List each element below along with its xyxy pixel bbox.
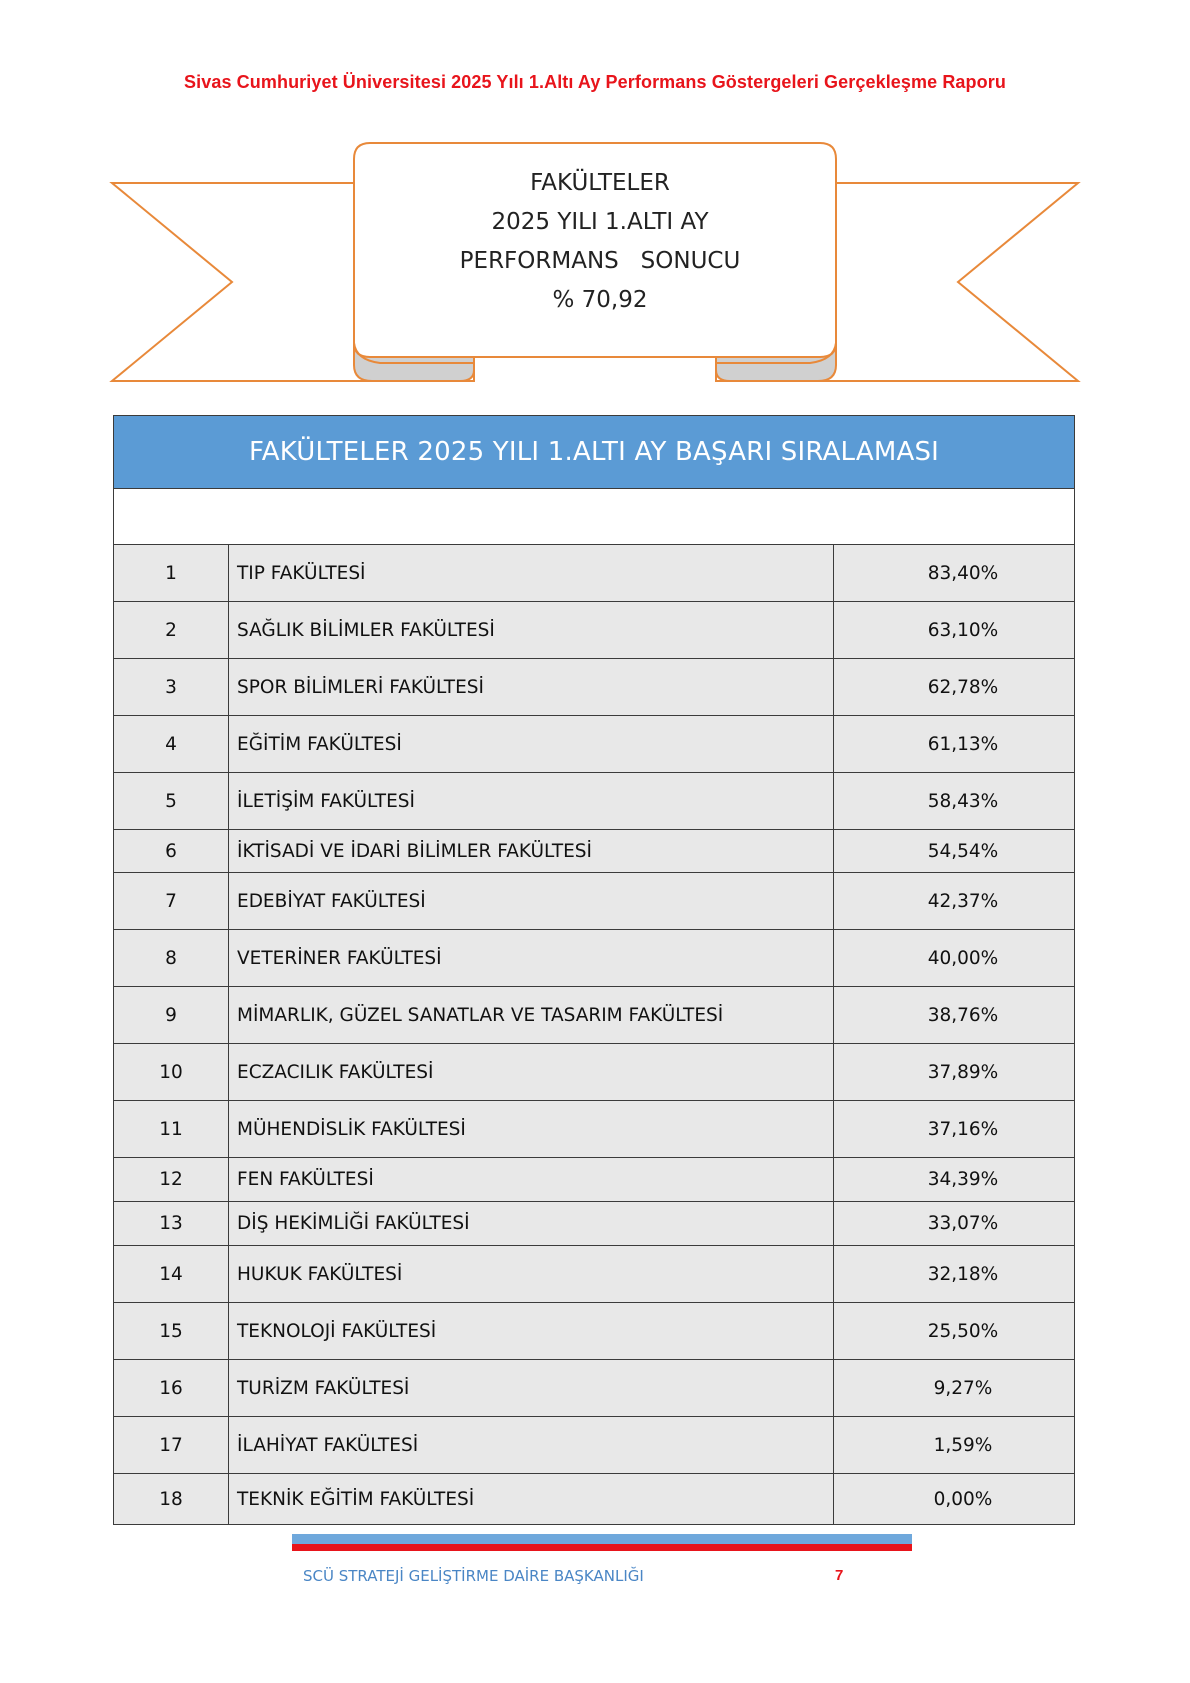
row-score: 0,00% bbox=[834, 1474, 1075, 1525]
table-row bbox=[114, 1202, 1075, 1246]
row-score: 62,78% bbox=[834, 659, 1075, 716]
row-name: FEN FAKÜLTESİ bbox=[229, 1158, 834, 1202]
table-row bbox=[114, 873, 1075, 930]
table-row bbox=[114, 1474, 1075, 1525]
row-name: İKTİSADİ VE İDARİ BİLİMLER FAKÜLTESİ bbox=[229, 830, 834, 873]
table-row bbox=[114, 602, 1075, 659]
row-name: MÜHENDİSLİK FAKÜLTESİ bbox=[229, 1101, 834, 1158]
row-name: DİŞ HEKİMLİĞİ FAKÜLTESİ bbox=[229, 1202, 834, 1246]
row-rank: 1 bbox=[114, 545, 229, 602]
page-number: 7 bbox=[835, 1567, 844, 1584]
row-name: TEKNİK EĞİTİM FAKÜLTESİ bbox=[229, 1474, 834, 1525]
row-score: 37,16% bbox=[834, 1101, 1075, 1158]
table-row bbox=[114, 716, 1075, 773]
row-rank: 5 bbox=[114, 773, 229, 830]
row-rank: 2 bbox=[114, 602, 229, 659]
table-row bbox=[114, 773, 1075, 830]
table-row bbox=[114, 930, 1075, 987]
row-name: SAĞLIK BİLİMLER FAKÜLTESİ bbox=[229, 602, 834, 659]
row-rank: 18 bbox=[114, 1474, 229, 1525]
row-score: 38,76% bbox=[834, 987, 1075, 1044]
row-rank: 4 bbox=[114, 716, 229, 773]
row-score: 1,59% bbox=[834, 1417, 1075, 1474]
table-row bbox=[114, 1417, 1075, 1474]
banner-line-heading: FAKÜLTELER bbox=[530, 170, 670, 196]
row-name: TEKNOLOJİ FAKÜLTESİ bbox=[229, 1303, 834, 1360]
table-title-row bbox=[114, 416, 1075, 489]
row-name: İLETİŞİM FAKÜLTESİ bbox=[229, 773, 834, 830]
row-rank: 10 bbox=[114, 1044, 229, 1101]
table-row bbox=[114, 987, 1075, 1044]
row-name: TIP FAKÜLTESİ bbox=[229, 545, 834, 602]
table-row bbox=[114, 1101, 1075, 1158]
row-score: 25,50% bbox=[834, 1303, 1075, 1360]
row-rank: 3 bbox=[114, 659, 229, 716]
row-rank: 6 bbox=[114, 830, 229, 873]
row-score: 42,37% bbox=[834, 873, 1075, 930]
row-score: 34,39% bbox=[834, 1158, 1075, 1202]
ranking-table bbox=[113, 415, 1075, 1525]
row-rank: 12 bbox=[114, 1158, 229, 1202]
table-row bbox=[114, 659, 1075, 716]
row-name: EDEBİYAT FAKÜLTESİ bbox=[229, 873, 834, 930]
footer-red-bar bbox=[292, 1544, 912, 1551]
row-score: 58,43% bbox=[834, 773, 1075, 830]
table-blank-cell bbox=[114, 489, 1075, 545]
row-rank: 15 bbox=[114, 1303, 229, 1360]
row-name: MİMARLIK, GÜZEL SANATLAR VE TASARIM FAKÜLTESİ bbox=[229, 987, 834, 1044]
row-score: 40,00% bbox=[834, 930, 1075, 987]
banner-line-label: PERFORMANS SONUCU bbox=[459, 248, 741, 274]
table-row bbox=[114, 545, 1075, 602]
footer-department: SCÜ STRATEJİ GELİŞTİRME DAİRE BAŞKANLIĞI bbox=[303, 1567, 644, 1585]
table-body bbox=[114, 545, 1075, 1525]
row-rank: 16 bbox=[114, 1360, 229, 1417]
row-name: EĞİTİM FAKÜLTESİ bbox=[229, 716, 834, 773]
table-row bbox=[114, 1360, 1075, 1417]
table-blank-row bbox=[114, 489, 1075, 545]
row-score: 61,13% bbox=[834, 716, 1075, 773]
row-score: 9,27% bbox=[834, 1360, 1075, 1417]
row-name: SPOR BİLİMLERİ FAKÜLTESİ bbox=[229, 659, 834, 716]
row-name: TURİZM FAKÜLTESİ bbox=[229, 1360, 834, 1417]
row-score: 63,10% bbox=[834, 602, 1075, 659]
row-rank: 8 bbox=[114, 930, 229, 987]
banner-line-period: 2025 YILI 1.ALTI AY bbox=[491, 209, 709, 235]
row-score: 33,07% bbox=[834, 1202, 1075, 1246]
row-rank: 11 bbox=[114, 1101, 229, 1158]
table-row bbox=[114, 830, 1075, 873]
row-name: İLAHİYAT FAKÜLTESİ bbox=[229, 1417, 834, 1474]
row-score: 54,54% bbox=[834, 830, 1075, 873]
banner-line-value: % 70,92 bbox=[552, 287, 648, 313]
banner-text bbox=[360, 164, 840, 320]
row-name: ECZACILIK FAKÜLTESİ bbox=[229, 1044, 834, 1101]
row-name: HUKUK FAKÜLTESİ bbox=[229, 1246, 834, 1303]
row-score: 37,89% bbox=[834, 1044, 1075, 1101]
table-row bbox=[114, 1158, 1075, 1202]
table-row bbox=[114, 1044, 1075, 1101]
row-rank: 14 bbox=[114, 1246, 229, 1303]
table-row bbox=[114, 1303, 1075, 1360]
footer-blue-bar bbox=[292, 1534, 912, 1544]
table-row bbox=[114, 1246, 1075, 1303]
report-title: Sivas Cumhuriyet Üniversitesi 2025 Yılı 1.Altı Ay Performans Göstergeleri Gerçekleşme Raporu bbox=[184, 72, 1006, 92]
row-rank: 13 bbox=[114, 1202, 229, 1246]
row-rank: 7 bbox=[114, 873, 229, 930]
table-title: FAKÜLTELER 2025 YILI 1.ALTI AY BAŞARI SIRALAMASI bbox=[114, 416, 1075, 489]
row-score: 83,40% bbox=[834, 545, 1075, 602]
row-name: VETERİNER FAKÜLTESİ bbox=[229, 930, 834, 987]
row-rank: 9 bbox=[114, 987, 229, 1044]
row-score: 32,18% bbox=[834, 1246, 1075, 1303]
row-rank: 17 bbox=[114, 1417, 229, 1474]
